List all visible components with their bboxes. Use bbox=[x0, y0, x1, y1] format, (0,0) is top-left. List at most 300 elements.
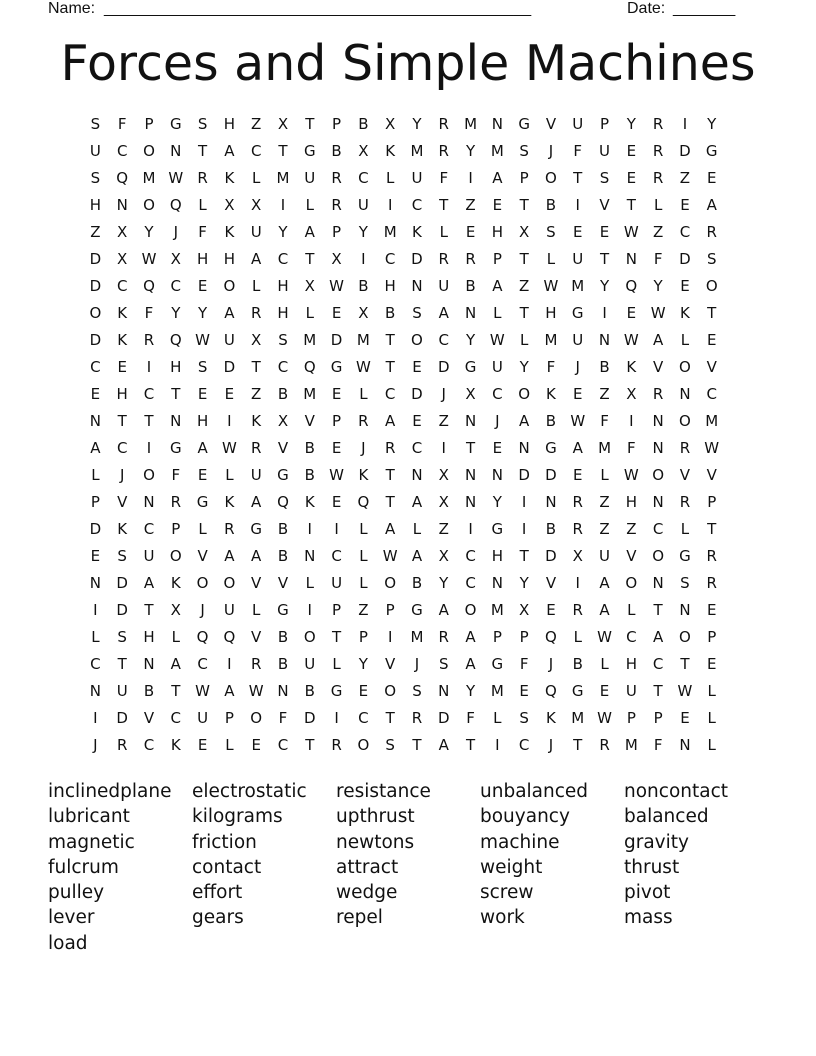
grid-letter: U bbox=[223, 601, 235, 619]
grid-letter: L bbox=[680, 331, 690, 349]
grid-letter: U bbox=[89, 142, 101, 160]
grid-letter: B bbox=[411, 574, 423, 592]
grid-letter: B bbox=[358, 277, 369, 295]
grid-letter: U bbox=[304, 169, 316, 187]
grid-letter: M bbox=[571, 709, 585, 727]
grid-letter: N bbox=[464, 493, 477, 511]
grid-letter: P bbox=[707, 628, 717, 646]
grid-letter: Q bbox=[116, 169, 129, 187]
word-list-item: balanced bbox=[624, 806, 709, 828]
grid-letter: Y bbox=[144, 223, 154, 241]
grid-letter: O bbox=[223, 277, 236, 295]
grid-letter: W bbox=[677, 682, 693, 700]
grid-letter: Z bbox=[251, 115, 262, 133]
grid-letter: D bbox=[411, 385, 423, 403]
grid-letter: L bbox=[546, 250, 556, 268]
grid-letter: R bbox=[652, 385, 664, 403]
word-list-item: contact bbox=[192, 856, 262, 878]
grid-letter: W bbox=[329, 466, 344, 484]
grid-letter: D bbox=[518, 466, 530, 484]
grid-letter: X bbox=[438, 493, 449, 511]
grid-letter: A bbox=[465, 628, 476, 646]
grid-letter: U bbox=[197, 709, 209, 727]
grid-letter: L bbox=[680, 520, 690, 538]
grid-letter: T bbox=[385, 358, 395, 376]
grid-letter: L bbox=[252, 277, 261, 295]
grid-letter: I bbox=[682, 115, 688, 133]
grid-letter: L bbox=[359, 574, 368, 592]
grid-letter: T bbox=[305, 250, 315, 268]
grid-letter: O bbox=[625, 574, 638, 592]
grid-letter: B bbox=[358, 115, 369, 133]
grid-letter: G bbox=[250, 520, 262, 538]
grid-letter: L bbox=[91, 628, 100, 646]
grid-letter: H bbox=[491, 223, 503, 241]
grid-letter: T bbox=[117, 655, 127, 673]
grid-letter: Q bbox=[223, 628, 236, 646]
grid-letter: A bbox=[599, 574, 610, 592]
grid-letter: V bbox=[653, 358, 664, 376]
grid-letter: A bbox=[224, 547, 235, 565]
grid-letter: N bbox=[652, 412, 664, 430]
grid-letter: U bbox=[599, 142, 611, 160]
grid-letter: R bbox=[706, 223, 717, 241]
grid-letter: O bbox=[679, 358, 691, 376]
word-list-item: repel bbox=[336, 907, 383, 929]
grid-letter: V bbox=[277, 439, 289, 457]
grid-letter: T bbox=[626, 196, 636, 214]
grid-letter: Y bbox=[198, 304, 208, 322]
grid-letter: K bbox=[546, 709, 556, 727]
grid-letter: N bbox=[464, 304, 477, 322]
grid-letter: Q bbox=[545, 628, 557, 646]
grid-letter: U bbox=[116, 682, 128, 700]
grid-letter: F bbox=[171, 466, 181, 484]
grid-letter: F bbox=[653, 250, 663, 268]
grid-letter: R bbox=[652, 169, 664, 187]
grid-letter: C bbox=[143, 520, 155, 538]
grid-letter: O bbox=[357, 736, 370, 754]
grid-letter: G bbox=[169, 439, 182, 457]
grid-letter: I bbox=[307, 601, 312, 619]
grid-letter: Z bbox=[599, 520, 610, 538]
grid-letter: P bbox=[519, 628, 529, 646]
grid-letter: T bbox=[171, 682, 181, 700]
grid-letter: A bbox=[492, 169, 503, 187]
grid-letter: X bbox=[358, 142, 369, 160]
grid-letter: N bbox=[411, 466, 423, 484]
grid-letter: M bbox=[276, 169, 290, 187]
grid-letter: N bbox=[491, 115, 503, 133]
grid-letter: E bbox=[492, 196, 503, 214]
grid-letter: E bbox=[331, 304, 342, 322]
grid-letter: L bbox=[412, 520, 422, 538]
grid-letter: D bbox=[89, 331, 102, 349]
grid-letter: T bbox=[385, 493, 395, 511]
grid-letter: A bbox=[90, 439, 101, 457]
grid-letter: R bbox=[224, 520, 235, 538]
grid-letter: Q bbox=[545, 682, 557, 700]
grid-letter: J bbox=[200, 601, 205, 619]
grid-letter: P bbox=[90, 493, 100, 511]
grid-letter: W bbox=[195, 331, 210, 349]
grid-letter: E bbox=[706, 331, 717, 349]
grid-letter: L bbox=[493, 709, 502, 727]
grid-letter: V bbox=[706, 466, 717, 484]
grid-letter: J bbox=[414, 655, 420, 673]
grid-letter: W bbox=[382, 547, 398, 565]
grid-letter: T bbox=[653, 601, 663, 619]
grid-letter: T bbox=[385, 331, 395, 349]
grid-letter: E bbox=[412, 358, 422, 376]
grid-letter: V bbox=[545, 574, 557, 592]
grid-letter: X bbox=[438, 547, 449, 565]
grid-letter: A bbox=[492, 277, 503, 295]
grid-letter: R bbox=[331, 736, 342, 754]
grid-letter: B bbox=[304, 682, 315, 700]
grid-letter: F bbox=[144, 304, 154, 322]
grid-letter: C bbox=[277, 250, 289, 268]
grid-letter: A bbox=[653, 331, 664, 349]
grid-letter: F bbox=[278, 709, 288, 727]
grid-letter: C bbox=[652, 655, 664, 673]
grid-letter: C bbox=[465, 547, 476, 565]
grid-letter: O bbox=[303, 628, 316, 646]
grid-letter: J bbox=[119, 466, 125, 484]
grid-letter: K bbox=[546, 385, 556, 403]
grid-letter: L bbox=[707, 682, 716, 700]
grid-letter: E bbox=[626, 169, 637, 187]
grid-letter: S bbox=[438, 655, 449, 673]
grid-letter: B bbox=[143, 682, 155, 700]
grid-letter: E bbox=[706, 655, 717, 673]
word-list-item: fulcrum bbox=[48, 856, 119, 878]
grid-letter: Z bbox=[679, 169, 691, 187]
worksheet-header bbox=[48, 0, 748, 20]
grid-letter: O bbox=[652, 466, 665, 484]
grid-letter: D bbox=[116, 574, 128, 592]
grid-letter: Y bbox=[653, 277, 663, 295]
grid-letter: J bbox=[575, 358, 580, 376]
grid-letter: B bbox=[277, 655, 289, 673]
word-list-item: unbalanced bbox=[480, 781, 589, 802]
grid-letter: L bbox=[305, 196, 314, 214]
grid-letter: W bbox=[597, 709, 612, 727]
grid-letter: D bbox=[223, 358, 236, 376]
grid-letter: P bbox=[626, 709, 636, 727]
grid-letter: L bbox=[198, 196, 207, 214]
grid-letter: O bbox=[518, 385, 531, 403]
grid-letter: S bbox=[599, 169, 610, 187]
grid-letter: S bbox=[90, 169, 101, 187]
grid-letter: N bbox=[652, 574, 664, 592]
grid-letter: F bbox=[627, 439, 636, 457]
grid-letter: J bbox=[93, 736, 98, 754]
grid-letter: O bbox=[250, 709, 263, 727]
grid-letter: R bbox=[706, 547, 717, 565]
grid-letter: N bbox=[464, 466, 477, 484]
grid-letter: I bbox=[227, 412, 232, 430]
grid-letter: W bbox=[570, 412, 586, 430]
grid-letter: Y bbox=[439, 574, 449, 592]
grid-letter: R bbox=[465, 250, 476, 268]
grid-letter: T bbox=[707, 520, 717, 538]
grid-letter: T bbox=[573, 736, 583, 754]
grid-letter: Y bbox=[465, 331, 476, 349]
grid-letter: Z bbox=[519, 277, 530, 295]
grid-letter: U bbox=[223, 331, 235, 349]
grid-letter: Q bbox=[196, 628, 209, 646]
grid-letter: A bbox=[706, 196, 717, 214]
grid-letter: R bbox=[143, 331, 155, 349]
grid-letter: K bbox=[117, 520, 128, 538]
grid-letter: S bbox=[546, 223, 556, 241]
grid-letter: N bbox=[679, 736, 691, 754]
grid-letter: N bbox=[679, 601, 691, 619]
word-list-item: inclinedplane bbox=[48, 781, 172, 802]
grid-letter: J bbox=[548, 655, 554, 673]
grid-letter: K bbox=[412, 223, 422, 241]
grid-letter: T bbox=[305, 736, 315, 754]
grid-letter: I bbox=[387, 628, 393, 646]
grid-letter: N bbox=[143, 493, 155, 511]
grid-letter: R bbox=[250, 439, 262, 457]
grid-letter: T bbox=[278, 142, 288, 160]
grid-letter: B bbox=[545, 412, 557, 430]
grid-letter: G bbox=[330, 358, 343, 376]
grid-letter: N bbox=[679, 385, 691, 403]
grid-letter: H bbox=[170, 358, 182, 376]
grid-letter: P bbox=[492, 250, 502, 268]
grid-letter: T bbox=[573, 169, 583, 187]
grid-letter: B bbox=[465, 277, 476, 295]
grid-letter: N bbox=[491, 466, 503, 484]
grid-letter: C bbox=[90, 655, 101, 673]
grid-letter: J bbox=[495, 412, 500, 430]
grid-letter: R bbox=[652, 142, 664, 160]
grid-letter: R bbox=[438, 628, 449, 646]
grid-letter: F bbox=[519, 655, 529, 673]
grid-letter: W bbox=[141, 250, 157, 268]
grid-letter: W bbox=[489, 331, 505, 349]
grid-letter: H bbox=[223, 115, 236, 133]
grid-letter: A bbox=[599, 601, 610, 619]
grid-letter: W bbox=[355, 358, 371, 376]
grid-letter: Z bbox=[599, 493, 610, 511]
grid-letter: S bbox=[680, 574, 690, 592]
grid-letter: C bbox=[170, 277, 182, 295]
grid-letter: B bbox=[304, 439, 315, 457]
grid-letter: L bbox=[493, 304, 502, 322]
grid-letter: E bbox=[331, 439, 342, 457]
grid-letter: W bbox=[623, 331, 639, 349]
grid-letter: M bbox=[705, 412, 719, 430]
grid-letter: U bbox=[599, 547, 611, 565]
grid-letter: G bbox=[545, 439, 557, 457]
grid-letter: R bbox=[652, 115, 664, 133]
grid-letter: A bbox=[170, 655, 181, 673]
grid-letter: F bbox=[600, 412, 609, 430]
word-list-item: attract bbox=[336, 856, 399, 878]
grid-letter: T bbox=[653, 682, 663, 700]
grid-letter: I bbox=[334, 709, 339, 727]
grid-letter: A bbox=[385, 520, 396, 538]
grid-letter: J bbox=[548, 736, 554, 754]
grid-letter: V bbox=[599, 196, 610, 214]
word-list-item: newtons bbox=[336, 831, 415, 853]
grid-letter: N bbox=[143, 655, 155, 673]
grid-letter: R bbox=[331, 196, 342, 214]
grid-letter: X bbox=[519, 223, 530, 241]
grid-letter: G bbox=[277, 466, 289, 484]
grid-letter: A bbox=[438, 736, 449, 754]
grid-letter: D bbox=[89, 277, 102, 295]
grid-letter: K bbox=[170, 574, 181, 592]
grid-letter: T bbox=[117, 412, 127, 430]
grid-letter: G bbox=[518, 115, 530, 133]
grid-letter: C bbox=[277, 358, 289, 376]
grid-letter: W bbox=[543, 277, 559, 295]
grid-letter: A bbox=[224, 142, 235, 160]
grid-letter: O bbox=[384, 682, 397, 700]
grid-letter: T bbox=[707, 304, 717, 322]
grid-letter: R bbox=[572, 520, 583, 538]
grid-letter: G bbox=[705, 142, 718, 160]
grid-letter: J bbox=[173, 223, 178, 241]
grid-letter: B bbox=[545, 196, 557, 214]
grid-letter: G bbox=[303, 142, 316, 160]
grid-letter: P bbox=[332, 115, 342, 133]
grid-letter: A bbox=[385, 412, 396, 430]
grid-letter: W bbox=[650, 304, 666, 322]
grid-letter: A bbox=[438, 304, 449, 322]
grid-letter: G bbox=[169, 115, 182, 133]
grid-letter: K bbox=[626, 358, 637, 376]
name-label: Name: bbox=[48, 0, 96, 17]
grid-letter: I bbox=[334, 520, 339, 538]
grid-letter: G bbox=[571, 682, 584, 700]
grid-letter: X bbox=[251, 196, 262, 214]
grid-letter: D bbox=[89, 250, 102, 268]
grid-letter: J bbox=[441, 385, 446, 403]
grid-letter: C bbox=[438, 331, 449, 349]
grid-letter: E bbox=[358, 682, 369, 700]
grid-letter: K bbox=[170, 736, 181, 754]
grid-letter: C bbox=[465, 574, 476, 592]
grid-letter: X bbox=[117, 250, 128, 268]
grid-letter: E bbox=[90, 385, 101, 403]
grid-letter: Z bbox=[358, 601, 369, 619]
grid-letter: A bbox=[304, 223, 315, 241]
grid-letter: A bbox=[438, 601, 449, 619]
grid-letter: Y bbox=[465, 142, 476, 160]
grid-letter: E bbox=[680, 196, 690, 214]
grid-letter: M bbox=[383, 223, 397, 241]
grid-letter: V bbox=[197, 547, 208, 565]
grid-letter: T bbox=[599, 250, 610, 268]
grid-letter: M bbox=[356, 331, 370, 349]
grid-letter: H bbox=[384, 277, 396, 295]
grid-letter: P bbox=[171, 520, 181, 538]
grid-letter: Z bbox=[438, 412, 449, 430]
grid-letter: K bbox=[680, 304, 690, 322]
grid-letter: V bbox=[545, 115, 557, 133]
grid-letter: I bbox=[146, 358, 152, 376]
grid-letter: G bbox=[411, 601, 423, 619]
grid-letter: G bbox=[277, 601, 289, 619]
grid-letter: M bbox=[544, 331, 558, 349]
grid-letter: I bbox=[441, 439, 446, 457]
grid-letter: N bbox=[89, 682, 102, 700]
grid-letter: O bbox=[384, 574, 397, 592]
grid-letter: Z bbox=[652, 223, 664, 241]
grid-letter: H bbox=[277, 277, 289, 295]
word-list-item: load bbox=[48, 932, 88, 954]
word-list-item: friction bbox=[192, 831, 257, 853]
grid-letter: H bbox=[625, 493, 637, 511]
grid-letter: F bbox=[439, 169, 449, 187]
grid-letter: R bbox=[679, 439, 691, 457]
grid-letter: V bbox=[385, 655, 396, 673]
grid-letter: P bbox=[358, 628, 368, 646]
grid-letter: O bbox=[464, 601, 477, 619]
grid-letter: O bbox=[679, 628, 691, 646]
grid-letter: C bbox=[411, 196, 423, 214]
grid-letter: R bbox=[679, 493, 691, 511]
grid-letter: H bbox=[545, 304, 557, 322]
grid-letter: U bbox=[250, 466, 262, 484]
grid-letter: V bbox=[251, 574, 262, 592]
grid-letter: C bbox=[250, 142, 262, 160]
grid-letter: N bbox=[652, 493, 664, 511]
grid-letter: L bbox=[305, 304, 314, 322]
grid-letter: V bbox=[679, 466, 691, 484]
word-list-item: mass bbox=[624, 907, 673, 929]
grid-letter: R bbox=[411, 709, 423, 727]
grid-letter: A bbox=[519, 412, 530, 430]
grid-letter: O bbox=[196, 574, 209, 592]
grid-letter: P bbox=[707, 493, 717, 511]
grid-letter: I bbox=[468, 169, 473, 187]
grid-letter: Q bbox=[143, 277, 155, 295]
grid-letter: R bbox=[250, 304, 262, 322]
grid-letter: T bbox=[305, 115, 315, 133]
word-list-item: weight bbox=[480, 856, 543, 878]
grid-letter: T bbox=[680, 655, 690, 673]
grid-letter: K bbox=[304, 493, 315, 511]
grid-letter: M bbox=[303, 385, 317, 403]
grid-letter: V bbox=[143, 709, 155, 727]
grid-letter: I bbox=[146, 439, 152, 457]
grid-letter: E bbox=[197, 466, 208, 484]
grid-letter: G bbox=[571, 304, 584, 322]
grid-letter: C bbox=[358, 709, 369, 727]
grid-letter: M bbox=[490, 601, 504, 619]
grid-letter: O bbox=[223, 574, 236, 592]
grid-letter: M bbox=[410, 628, 424, 646]
grid-letter: X bbox=[438, 466, 449, 484]
grid-letter: N bbox=[170, 142, 182, 160]
grid-letter: R bbox=[116, 736, 128, 754]
grid-letter: H bbox=[625, 655, 637, 673]
grid-letter: Q bbox=[357, 493, 370, 511]
grid-letter: L bbox=[252, 601, 261, 619]
grid-letter: L bbox=[627, 601, 636, 619]
grid-letter: N bbox=[518, 439, 530, 457]
grid-letter: L bbox=[573, 628, 582, 646]
grid-letter: E bbox=[331, 493, 342, 511]
grid-letter: T bbox=[171, 385, 181, 403]
